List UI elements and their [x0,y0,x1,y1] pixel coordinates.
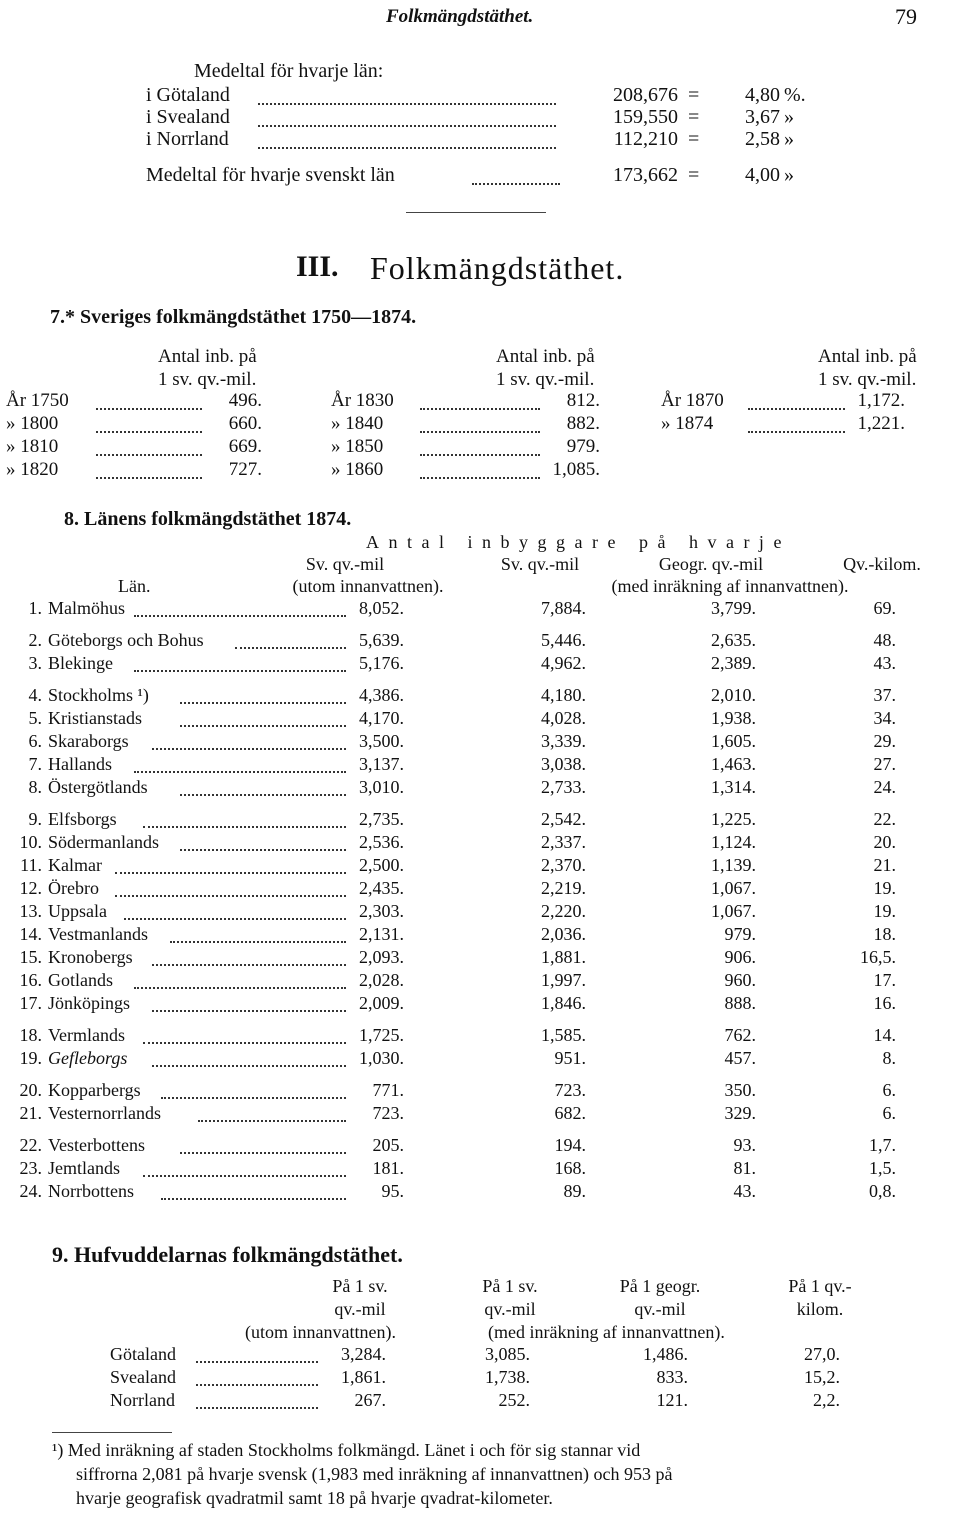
t8-val-c: 1,067. [711,901,756,921]
medeltal-row-pct: 2,58 [745,128,780,150]
t8-val-a: 5,639. [359,630,404,650]
medeltal-leader [472,183,560,185]
t8-val-c: 2,389. [711,653,756,673]
t8-val-d: 18. [873,924,896,944]
medeltal-total-eq: = [688,164,700,186]
medeltal-row-value: 208,676 [613,84,678,106]
t8-val-a: 181. [372,1158,404,1178]
t8-val-a: 2,303. [359,901,404,921]
t8-leader [180,849,346,851]
t8-rank: 22. [19,1135,42,1155]
t7-leader [420,408,540,410]
t8-val-c: 979. [724,924,756,944]
t8-county: Örebro [48,878,99,898]
t8-leader [134,771,346,773]
t8-leader [161,1097,346,1099]
footnote-line-2: siffrorna 2,081 på hvarje svensk (1,983 med inräkning af innanvattnen) och 953 på [76,1464,673,1484]
t8-val-c: 762. [724,1025,756,1045]
t8-val-a: 4,170. [359,708,404,728]
medeltal-row-label: i Götaland [146,84,230,106]
medeltal-leader [258,147,556,149]
t8-rank: 24. [19,1181,42,1201]
t7-year: År 1750 [6,390,69,411]
t8-val-c: 1,139. [711,855,756,875]
t7-year: År 1870 [661,390,724,411]
t9-val-a: 267. [354,1390,386,1410]
t8-val-c: 1,225. [711,809,756,829]
t7-value: 727. [228,459,262,480]
footnote-rule [52,1432,172,1433]
t9-val-d: 15,2. [804,1367,840,1387]
t8-val-d: 16. [873,993,896,1013]
t9-region: Svealand [110,1367,176,1387]
t8-val-c: 888. [724,993,756,1013]
t8-rank: 3. [28,653,42,673]
t9-leader [196,1384,318,1386]
t9-h4a: På 1 qv.- [788,1276,852,1296]
t8-rank: 14. [19,924,42,944]
t7-year: » 1800 [6,413,59,434]
t9-leader [196,1407,318,1409]
medeltal-row-eq: = [688,128,700,150]
t8-rank: 1. [28,598,42,618]
t8-county: Gotlands [48,970,113,990]
t8-val-a: 2,435. [359,878,404,898]
t8-county: Vesternorrlands [48,1103,161,1123]
medeltal-row-unit: » [784,106,794,128]
t8-county: Blekinge [48,653,113,673]
t8-leader [152,1065,346,1067]
t8-val-d: 1,5. [869,1158,896,1178]
t8-val-c: 1,124. [711,832,756,852]
t7-col-head-1: Antal inb. på [496,346,595,367]
t8-county: Skaraborgs [48,731,129,751]
t8-val-b: 2,542. [541,809,586,829]
medeltal-leader [258,125,556,127]
running-title: Folkmängdstäthet. [386,6,534,27]
t8-county: Malmöhus [48,598,126,618]
t8-county: Göteborgs och Bohus [48,630,204,650]
t8-val-b: 4,028. [541,708,586,728]
t7-year: » 1840 [331,413,384,434]
t8-val-c: 2,010. [711,685,756,705]
t8-val-c: 43. [733,1181,756,1201]
t8-val-b: 2,219. [541,878,586,898]
t8-val-d: 6. [882,1103,896,1123]
t8-val-b: 4,180. [541,685,586,705]
t8-leader [143,1042,346,1044]
t8-leader [235,647,346,649]
t9-note2: (med inräkning af innanvattnen). [488,1322,725,1342]
medeltal-row-unit: » [784,128,794,150]
t9-h3b: qv.-mil [634,1299,686,1319]
medeltal-row-value: 112,210 [613,128,678,150]
t8-rank: 21. [19,1103,42,1123]
t8-county: Gefleborgs [48,1048,128,1068]
t8-val-b: 1,846. [541,993,586,1013]
t8-val-d: 29. [873,731,896,751]
t8-val-d: 34. [873,708,896,728]
t8-val-a: 2,131. [359,924,404,944]
medeltal-row-value: 159,550 [613,106,678,128]
t8-val-b: 168. [554,1158,586,1178]
t8-val-a: 8,052. [359,598,404,618]
t8-col3-head: Geogr. qv.-mil [658,554,764,574]
medeltal-total-unit: » [784,164,794,186]
table-9-title: 9. Hufvuddelarnas folkmängdstäthet. [52,1242,403,1267]
t8-col1-note: (utom innanvattnen). [292,576,444,596]
t8-val-d: 69. [873,598,896,618]
t8-val-c: 1,314. [711,777,756,797]
t9-h2b: qv.-mil [484,1299,536,1319]
t8-val-a: 1,030. [359,1048,404,1068]
t9-h1b: qv.-mil [334,1299,386,1319]
t8-val-a: 2,500. [359,855,404,875]
t7-col-head-2: 1 sv. qv.-mil. [158,369,257,390]
medeltal-leader [258,103,556,105]
t9-h1a: På 1 sv. [332,1276,388,1296]
t8-val-b: 3,339. [541,731,586,751]
t8-val-c: 960. [724,970,756,990]
t8-val-c: 1,067. [711,878,756,898]
divider-rule [406,212,546,213]
t8-val-a: 2,093. [359,947,404,967]
footnote-line-3: hvarje geografisk qvadratmil samt 18 på hvarje qvadrat-kilometer. [76,1488,553,1508]
t7-leader [96,477,202,479]
t8-county: Stockholms ¹) [48,685,149,705]
t8-rank: 5. [28,708,42,728]
t8-val-a: 95. [381,1181,404,1201]
t8-rank: 19. [19,1048,42,1068]
t8-val-d: 16,5. [860,947,896,967]
t8-lan-label: Län. [118,576,151,596]
t7-value: 669. [228,436,262,457]
t8-val-b: 723. [554,1080,586,1100]
t8-val-b: 7,884. [541,598,586,618]
medeltal-row-label: i Svealand [146,106,230,128]
t8-county: Norrbottens [48,1181,134,1201]
t8-val-a: 5,176. [359,653,404,673]
t8-rank: 4. [28,685,42,705]
t7-value: 496. [228,390,262,411]
t8-county: Kronobergs [48,947,133,967]
t8-val-b: 2,337. [541,832,586,852]
t8-val-b: 3,038. [541,754,586,774]
t9-val-c: 1,486. [643,1344,688,1364]
t8-county: Jemtlands [48,1158,120,1178]
medeltal-row-eq: = [688,106,700,128]
t9-val-a: 1,861. [341,1367,386,1387]
t7-value: 979. [566,436,600,457]
t8-val-b: 5,446. [541,630,586,650]
t8-county: Vermlands [48,1025,125,1045]
t9-val-d: 2,2. [813,1390,840,1410]
t8-val-d: 19. [873,878,896,898]
t8-val-b: 2,370. [541,855,586,875]
t8-val-a: 205. [372,1135,404,1155]
t7-col-head-1: Antal inb. på [818,346,917,367]
t8-col1-head: Sv. qv.-mil [305,554,385,574]
t8-val-d: 43. [873,653,896,673]
t8-county: Uppsala [48,901,107,921]
t8-val-c: 457. [724,1048,756,1068]
t8-val-d: 19. [873,901,896,921]
t8-leader [124,918,346,920]
t7-value: 1,221. [857,413,905,434]
t9-leader [196,1361,318,1363]
medeltal-total-value: 173,662 [613,164,678,186]
t8-rank: 15. [19,947,42,967]
t8-val-a: 2,735. [359,809,404,829]
t8-val-c: 350. [724,1080,756,1100]
t7-leader [96,408,202,410]
t8-rank: 10. [19,832,42,852]
medeltal-row-pct: 3,67 [745,106,780,128]
t7-col-head-2: 1 sv. qv.-mil. [496,369,595,390]
t8-leader [143,826,346,828]
t8-county: Vesterbottens [48,1135,145,1155]
t8-leader [134,987,346,989]
t7-value: 812. [566,390,600,411]
t8-rank: 7. [28,754,42,774]
t8-val-a: 1,725. [359,1025,404,1045]
t8-leader [115,872,346,874]
t8-val-d: 1,7. [869,1135,896,1155]
t7-year: » 1810 [6,436,59,457]
t8-col4-head: Qv.-kilom. [843,554,921,574]
t8-val-d: 20. [873,832,896,852]
t8-rank: 17. [19,993,42,1013]
section-numeral: III. [296,250,339,283]
t9-region: Norrland [110,1390,175,1410]
t9-val-a: 3,284. [341,1344,386,1364]
t7-col-head-2: 1 sv. qv.-mil. [818,369,917,390]
t8-val-b: 194. [554,1135,586,1155]
t8-county: Östergötlands [48,777,148,797]
medeltal-row-label: i Norrland [146,128,229,150]
t8-rank: 6. [28,731,42,751]
t7-leader [96,431,202,433]
t8-leader [152,964,346,966]
t8-val-c: 1,463. [711,754,756,774]
t8-leader [180,702,346,704]
t9-val-b: 252. [498,1390,530,1410]
t8-county: Hallands [48,754,112,774]
t8-county: Vestmanlands [48,924,148,944]
t8-val-d: 27. [873,754,896,774]
t8-val-b: 2,220. [541,901,586,921]
t8-val-c: 906. [724,947,756,967]
t8-county: Kalmar [48,855,102,875]
t8-val-b: 1,585. [541,1025,586,1045]
medeltal-row-pct: 4,80 [745,84,780,106]
t8-val-b: 2,733. [541,777,586,797]
t8-val-d: 21. [873,855,896,875]
t8-val-b: 951. [554,1048,586,1068]
t7-leader [420,431,540,433]
section-title: Folkmängdstäthet. [370,250,625,286]
t8-rank: 9. [28,809,42,829]
t8-county: Kristianstads [48,708,142,728]
t7-leader [420,477,540,479]
t9-val-b: 1,738. [485,1367,530,1387]
t8-leader [198,1120,346,1122]
t8-county: Kopparbergs [48,1080,141,1100]
t9-region: Götaland [110,1344,176,1364]
t8-leader [170,941,346,943]
t8-col2-head: Sv. qv.-mil [500,554,580,574]
medeltal-total-pct: 4,00 [745,164,780,186]
t8-rank: 23. [19,1158,42,1178]
t8-val-b: 4,962. [541,653,586,673]
t8-val-d: 48. [873,630,896,650]
t8-val-a: 771. [372,1080,404,1100]
t9-h3a: På 1 geogr. [619,1276,701,1296]
t8-val-a: 3,010. [359,777,404,797]
t9-note1: (utom innanvattnen). [245,1322,396,1342]
page-number: 79 [895,4,917,29]
t8-val-b: 1,881. [541,947,586,967]
t7-year: År 1830 [331,390,394,411]
t7-value: 660. [228,413,262,434]
t8-rank: 8. [28,777,42,797]
footnote-line-1: ¹) Med inräkning af staden Stockholms folkmängd. Länet i och för sig stannar vid [52,1440,641,1460]
t8-leader [134,615,346,617]
t9-h2a: På 1 sv. [482,1276,538,1296]
t8-val-d: 17. [873,970,896,990]
table-8-title: 8. Länens folkmängdstäthet 1874. [64,508,352,530]
t8-val-c: 329. [724,1103,756,1123]
medeltal-row-eq: = [688,84,700,106]
t8-rank: 13. [19,901,42,921]
t8-rank: 20. [19,1080,42,1100]
t8-leader [180,725,346,727]
t7-value: 1,172. [857,390,905,411]
t8-val-b: 1,997. [541,970,586,990]
t8-val-c: 1,605. [711,731,756,751]
t8-val-c: 3,799. [711,598,756,618]
t8-val-d: 8. [882,1048,896,1068]
t8-val-d: 22. [873,809,896,829]
t8-val-c: 1,938. [711,708,756,728]
t8-leader [161,1198,346,1200]
t8-val-c: 93. [733,1135,756,1155]
t8-val-c: 81. [733,1158,756,1178]
t8-val-b: 89. [563,1181,586,1201]
t9-val-d: 27,0. [804,1344,840,1364]
t9-val-c: 833. [656,1367,688,1387]
t7-year: » 1820 [6,459,59,480]
t8-val-b: 2,036. [541,924,586,944]
t8-leader [152,748,346,750]
t8-val-a: 3,137. [359,754,404,774]
t8-rank: 11. [20,855,42,875]
t8-rank: 2. [28,630,42,650]
medeltal-row-unit: %. [784,84,806,106]
t8-leader [152,1010,346,1012]
t7-year: » 1850 [331,436,384,457]
table-8-spanner: Antal inbyggare på hvarje [366,532,791,552]
t8-val-a: 2,009. [359,993,404,1013]
t8-county: Södermanlands [48,832,159,852]
t8-val-d: 24. [873,777,896,797]
t8-val-a: 3,500. [359,731,404,751]
t8-rank: 18. [19,1025,42,1045]
t9-val-c: 121. [656,1390,688,1410]
t8-leader [134,670,346,672]
t8-val-c: 2,635. [711,630,756,650]
t7-year: » 1874 [661,413,714,434]
t8-leader [180,1152,346,1154]
t7-leader [748,431,845,433]
t8-val-d: 37. [873,685,896,705]
t8-col234-note: (med inräkning af innanvattnen). [611,576,849,596]
t7-year: » 1860 [331,459,384,480]
medeltal-heading: Medeltal för hvarje län: [194,60,384,82]
t8-val-d: 0,8. [869,1181,896,1201]
t8-val-a: 4,386. [359,685,404,705]
t8-county: Elfsborgs [48,809,117,829]
t9-h4b: kilom. [796,1299,844,1319]
t8-rank: 12. [19,878,42,898]
t8-rank: 16. [19,970,42,990]
t8-leader [115,895,346,897]
t7-leader [96,454,202,456]
t8-county: Jönköpings [48,993,131,1013]
t7-leader [748,408,845,410]
t7-value: 1,085. [552,459,600,480]
t7-leader [420,454,540,456]
t8-val-d: 6. [882,1080,896,1100]
t8-val-a: 723. [372,1103,404,1123]
t7-col-head-1: Antal inb. på [158,346,257,367]
t8-val-a: 2,028. [359,970,404,990]
t8-leader [143,1175,346,1177]
t8-val-b: 682. [554,1103,586,1123]
t7-value: 882. [566,413,600,434]
medeltal-total-label: Medeltal för hvarje svenskt län [146,164,395,186]
t9-val-b: 3,085. [485,1344,530,1364]
t8-val-d: 14. [873,1025,896,1045]
t8-leader [180,794,346,796]
table-7-title: 7.* Sveriges folkmängdstäthet 1750—1874. [50,306,417,328]
t8-val-a: 2,536. [359,832,404,852]
